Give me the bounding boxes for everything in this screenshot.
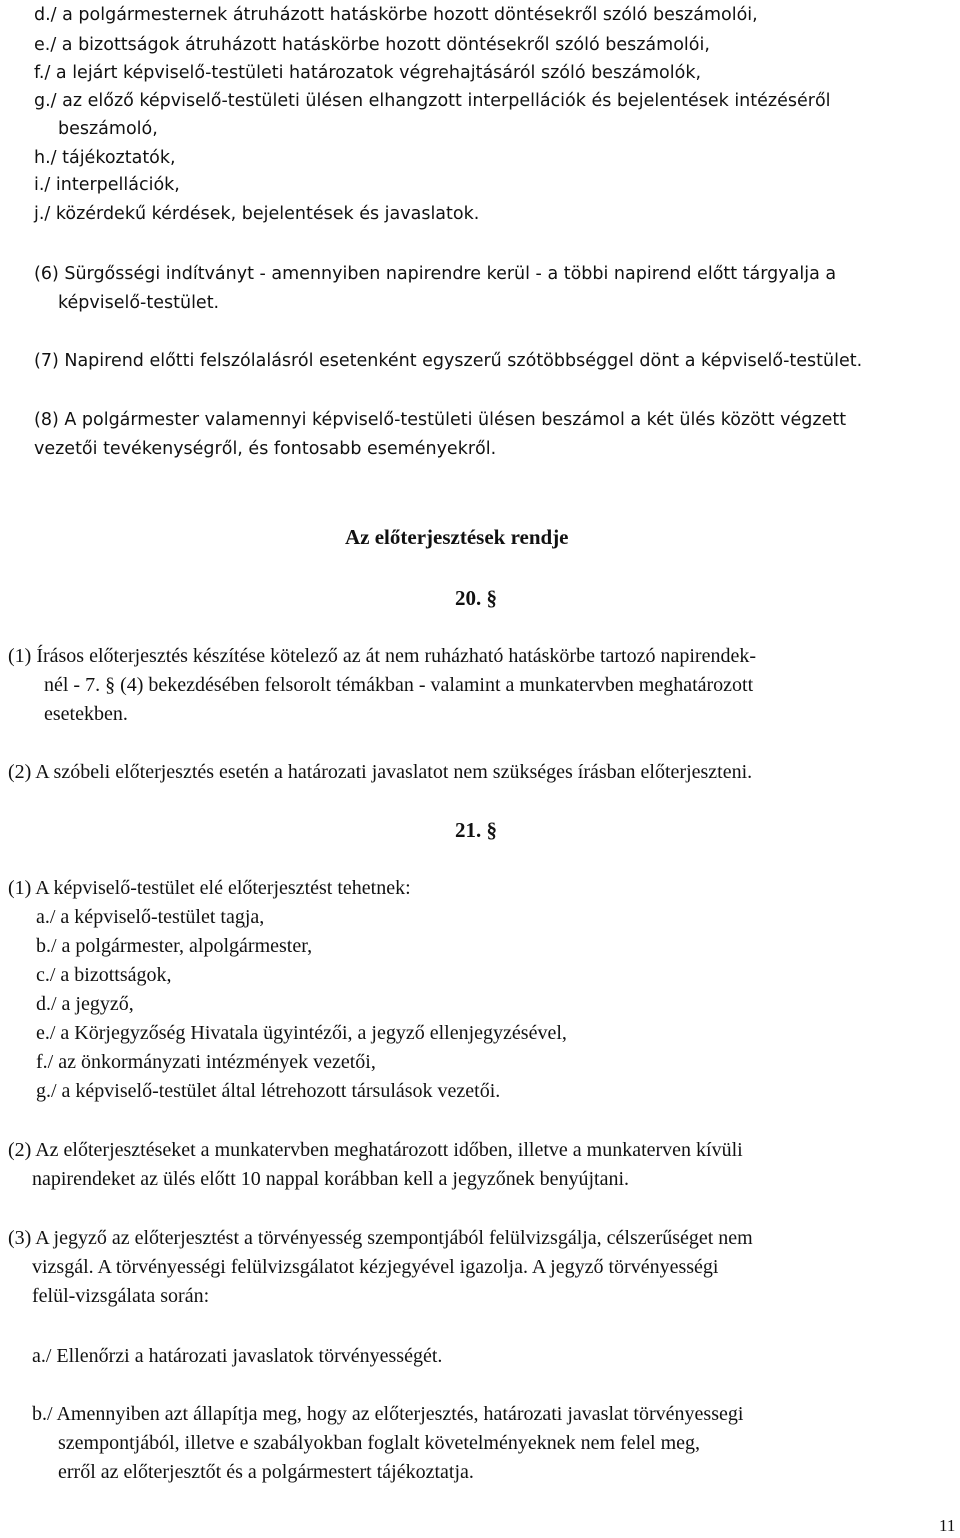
section-21-item-b-line1: b./ Amennyiben azt állapítja meg, hogy az előterjesztés, határozati javaslat törvényessegi (32, 1403, 744, 1425)
section-20-title: 20. § (455, 586, 497, 610)
section-20-para2: (2) A szóbeli előterjesztés esetén a határozati javaslatot nem szükséges írásban előterjeszteni. (8, 761, 753, 783)
section-heading: Az előterjesztések rendje (345, 525, 569, 549)
list-item-g: g./ az előző képviselő-testületi ülésen elhangzott interpellációk és bejelentések intézéséről (34, 91, 831, 111)
para8-line1: (8) A polgármester valamennyi képviselő-testületi ülésen beszámol a két ülés között végzett (34, 410, 847, 430)
section-20-para1-line3: esetekben. (44, 703, 128, 725)
para7: (7) Napirend előtti felszólalásról esetenként egyszerű szótöbbséggel dönt a képviselő-testület. (34, 351, 863, 371)
list-item-g-cont: beszámoló, (58, 119, 158, 139)
list-item-i: i./ interpellációk, (34, 175, 180, 195)
section-21-para1: (1) A képviselő-testület elé előterjesztést tehetnek: (8, 877, 411, 899)
section-21-list-d: d./ a jegyző, (36, 993, 134, 1015)
section-21-list-a: a./ a képviselő-testület tagja, (36, 906, 265, 928)
section-21-para3-line2: vizsgál. A törvényességi felülvizsgálatot kézjegyével igazolja. A jegyző törvényességi (32, 1256, 719, 1278)
list-item-h: h./ tájékoztatók, (34, 148, 176, 168)
section-21-list-e: e./ a Körjegyzőség Hivatala ügyintézői, a jegyző ellenjegyzésével, (36, 1022, 567, 1044)
section-20-para1-line1: (1) Írásos előterjesztés készítése kötelező az át nem ruházható hatáskörbe tartozó napirendek- (8, 645, 756, 667)
section-21-title: 21. § (455, 818, 497, 842)
section-21-list-b: b./ a polgármester, alpolgármester, (36, 935, 313, 957)
section-21-list-f: f./ az önkormányzati intézmények vezetői, (36, 1051, 376, 1073)
list-item-j: j./ közérdekű kérdések, bejelentések és javaslatok. (34, 204, 480, 224)
section-21-item-a: a./ Ellenőrzi a határozati javaslatok törvényességét. (32, 1345, 443, 1367)
section-21-list-c: c./ a bizottságok, (36, 964, 172, 986)
page-number: 11 (939, 1516, 956, 1535)
section-21-item-b-line2: szempontjából, illetve e szabályokban foglalt követelményeknek nem felel meg, (58, 1432, 701, 1454)
section-21-para2-line2: napirendeket az ülés előtt 10 nappal korábban kell a jegyzőnek benyújtani. (32, 1168, 630, 1190)
section-21-para3-line1: (3) A jegyző az előterjesztést a törvényesség szempontjából felülvizsgálja, célszerűséget nem (8, 1227, 753, 1249)
list-item-e: e./ a bizottságok átruházott hatáskörbe hozott döntésekről szóló beszámolói, (34, 35, 710, 55)
section-21-list-g: g./ a képviselő-testület által létrehozott társulások vezetői. (36, 1080, 501, 1102)
para6-line2: képviselő-testület. (58, 293, 220, 313)
list-item-d: d./ a polgármesternek átruházott hatáskörbe hozott döntésekről szóló beszámolói, (34, 5, 758, 25)
para8-line2: vezetői tevékenységről, és fontosabb eseményekről. (34, 439, 497, 459)
para6-line1: (6) Sürgősségi indítványt - amennyiben napirendre kerül - a többi napirend előtt tárgyalja a (34, 264, 837, 284)
section-21-item-b-line3: erről az előterjesztőt és a polgármestert tájékoztatja. (58, 1461, 474, 1483)
section-21-para2-line1: (2) Az előterjesztéseket a munkatervben meghatározott időben, illetve a munkaterven kívüli (8, 1139, 743, 1161)
section-21-para3-line3: felül-vizsgálata során: (32, 1285, 210, 1307)
section-20-para1-line2: nél - 7. § (4) bekezdésében felsorolt témákban - valamint a munkatervben meghatározott (44, 674, 754, 696)
list-item-f: f./ a lejárt képviselő-testületi határozatok végrehajtásáról szóló beszámolók, (34, 63, 702, 83)
